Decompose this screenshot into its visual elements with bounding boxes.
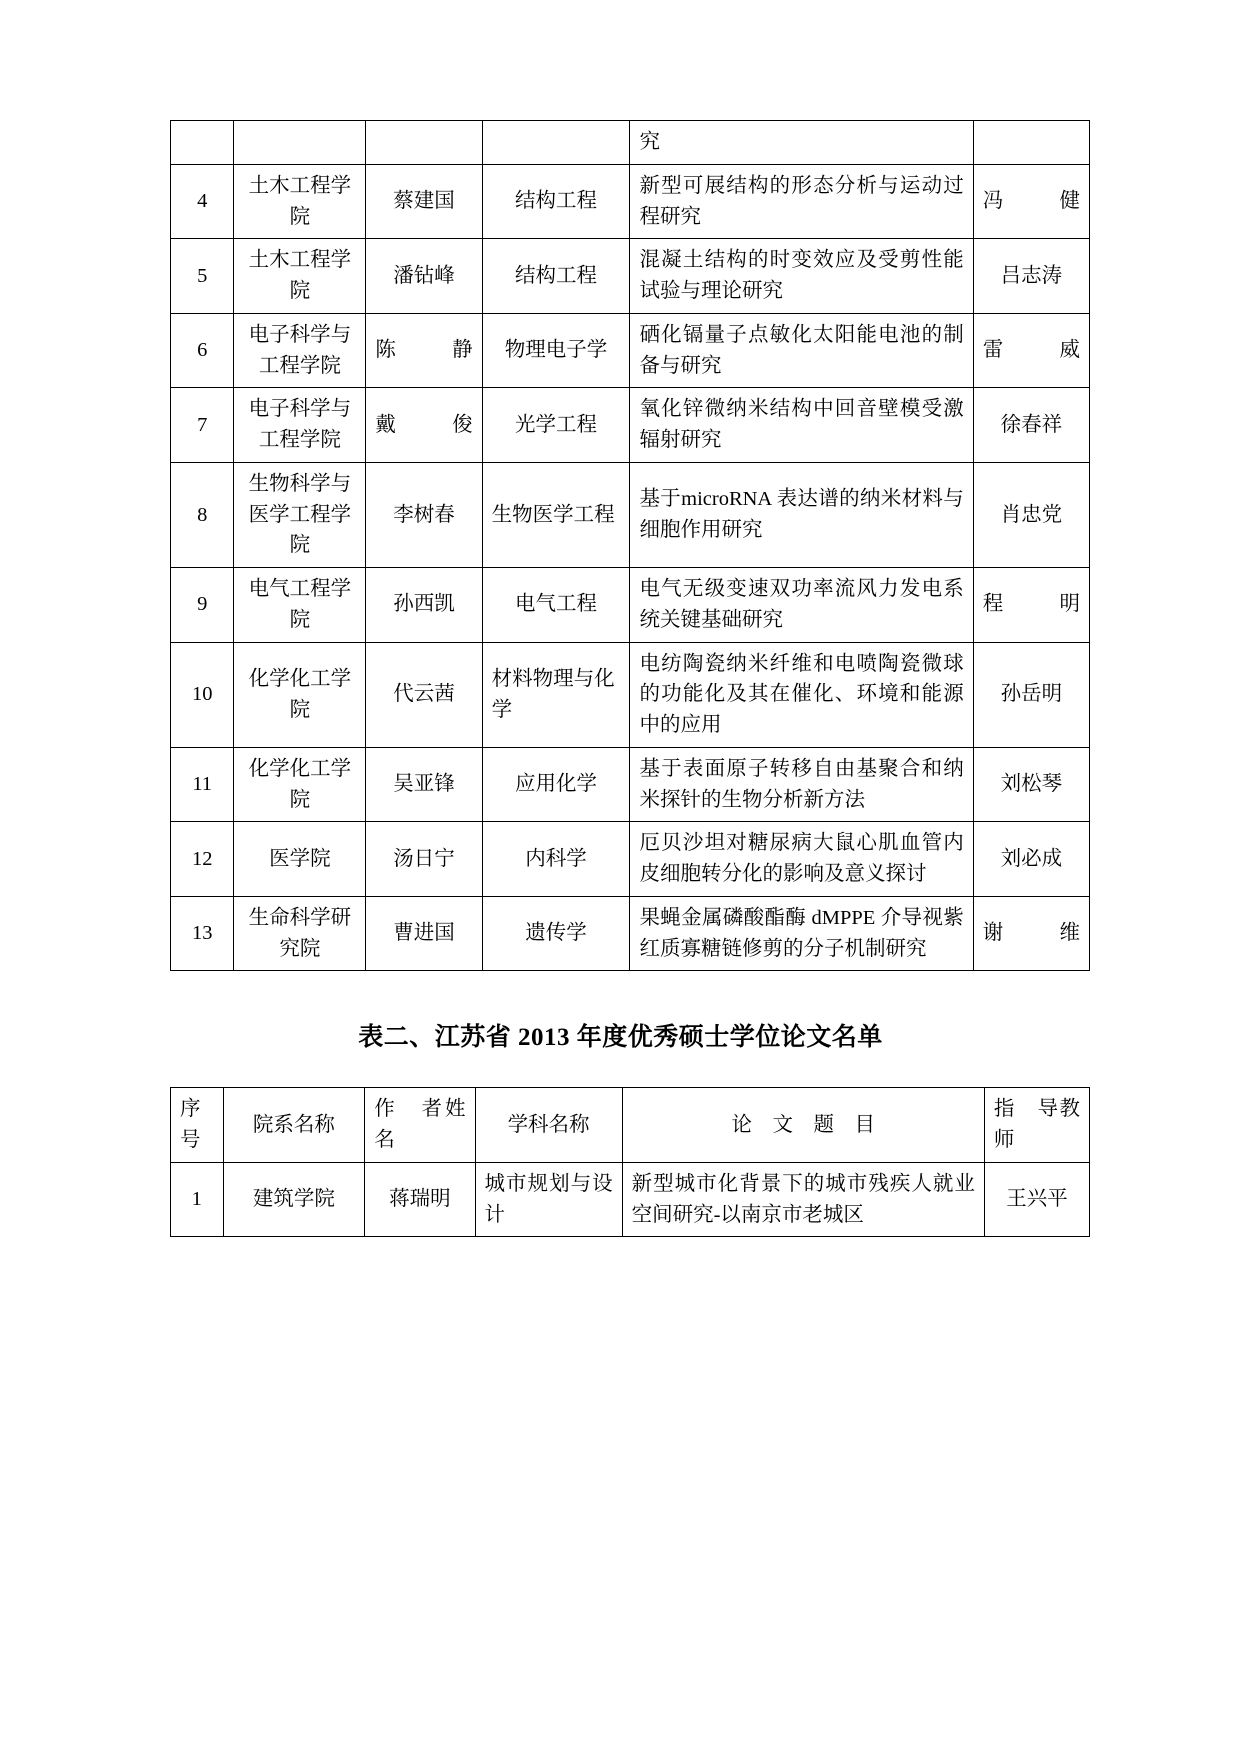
cell-dept: 医学院 [234, 822, 366, 897]
cell-major: 生物医学工程 [482, 462, 630, 567]
cell-author: 汤日宁 [366, 822, 482, 897]
cell-advisor: 吕志涛 [973, 239, 1089, 314]
table-row [171, 164, 1090, 239]
cell-dept: 土木工程学院 [234, 164, 366, 239]
cell-title: 氧化锌微纳米结构中回音壁模受激辐射研究 [630, 388, 973, 463]
cell-author: 蒋瑞明 [365, 1162, 475, 1237]
cell-no: 7 [171, 388, 234, 463]
table-row [171, 313, 1090, 388]
cell-title: 电纺陶瓷纳米纤维和电喷陶瓷微球的功能化及其在催化、环境和能源中的应用 [630, 642, 973, 747]
cell-advisor: 孙岳明 [973, 642, 1089, 747]
cell-major: 物理电子学 [482, 313, 630, 388]
cell-no: 1 [171, 1162, 224, 1237]
table-row [171, 747, 1090, 822]
cell-author: 曹进国 [366, 896, 482, 971]
cell-author: 吴亚锋 [366, 747, 482, 822]
table-row [171, 642, 1090, 747]
cell-title: 厄贝沙坦对糖尿病大鼠心肌血管内皮细胞转分化的影响及意义探讨 [630, 822, 973, 897]
cell-author: 李树春 [366, 462, 482, 567]
cell-title-continued: 究 [630, 121, 973, 165]
table-one-excellent-doctoral-theses [170, 120, 1090, 971]
section-heading-table-two: 表二、江苏省 2013 年度优秀硕士学位论文名单 [358, 1024, 883, 1052]
cell-no: 13 [171, 896, 234, 971]
cell-author: 蔡建国 [366, 164, 482, 239]
table-row [171, 239, 1090, 314]
cell-title: 硒化镉量子点敏化太阳能电池的制备与研究 [630, 313, 973, 388]
cell-no [171, 121, 234, 165]
cell-no: 6 [171, 313, 234, 388]
header-advisor: 指 导教 师 [984, 1088, 1089, 1163]
table-header-row [171, 1088, 1090, 1163]
header-author: 作 者姓 名 [365, 1088, 475, 1163]
cell-no: 9 [171, 568, 234, 643]
cell-major: 内科学 [482, 822, 630, 897]
cell-advisor: 程 明 [973, 568, 1089, 643]
cell-major: 城市规划与设计 [475, 1162, 622, 1237]
cell-advisor: 谢 维 [973, 896, 1089, 971]
cell-dept: 电气工程学院 [234, 568, 366, 643]
cell-advisor: 肖忠党 [973, 462, 1089, 567]
header-title: 论 文 题 目 [622, 1088, 984, 1163]
cell-no: 5 [171, 239, 234, 314]
cell-title: 果蝇金属磷酸酯酶 dMPPE 介导视紫红质寡糖链修剪的分子机制研究 [630, 896, 973, 971]
cell-title: 新型城市化背景下的城市残疾人就业空间研究-以南京市老城区 [622, 1162, 984, 1237]
cell-major: 材料物理与化学 [482, 642, 630, 747]
table-two-excellent-master-theses [170, 1087, 1101, 1237]
cell-dept: 化学化工学院 [234, 642, 366, 747]
cell-author: 孙西凯 [366, 568, 482, 643]
cell-dept: 建筑学院 [223, 1162, 365, 1237]
cell-no: 4 [171, 164, 234, 239]
cell-advisor [973, 121, 1089, 165]
cell-advisor: 雷 威 [973, 313, 1089, 388]
cell-major: 电气工程 [482, 568, 630, 643]
table-row [171, 1162, 1090, 1237]
cell-major: 应用化学 [482, 747, 630, 822]
cell-author [366, 121, 482, 165]
cell-advisor: 刘必成 [973, 822, 1089, 897]
table-row [171, 388, 1090, 463]
cell-title: 基于表面原子转移自由基聚合和纳米探针的生物分析新方法 [630, 747, 973, 822]
header-major: 学科名称 [475, 1088, 622, 1163]
cell-major: 光学工程 [482, 388, 630, 463]
cell-author: 潘钻峰 [366, 239, 482, 314]
cell-advisor: 冯 健 [973, 164, 1089, 239]
header-dept: 院系名称 [223, 1088, 365, 1163]
cell-dept: 土木工程学院 [234, 239, 366, 314]
cell-advisor: 王兴平 [984, 1162, 1089, 1237]
cell-no: 11 [171, 747, 234, 822]
table-row [171, 568, 1090, 643]
cell-author: 代云茜 [366, 642, 482, 747]
cell-dept [234, 121, 366, 165]
cell-dept: 生物科学与医学工程学院 [234, 462, 366, 567]
cell-no: 12 [171, 822, 234, 897]
table-row [171, 822, 1090, 897]
cell-advisor: 刘松琴 [973, 747, 1089, 822]
cell-title: 基于microRNA 表达谱的纳米材料与细胞作用研究 [630, 462, 973, 567]
table-row [171, 462, 1090, 567]
cell-title: 电气无级变速双功率流风力发电系统关键基础研究 [630, 568, 973, 643]
header-no: 序 号 [171, 1088, 224, 1163]
cell-author: 戴 俊 [366, 388, 482, 463]
cell-author: 陈 静 [366, 313, 482, 388]
cell-major [482, 121, 630, 165]
cell-title: 新型可展结构的形态分析与运动过程研究 [630, 164, 973, 239]
cell-no: 8 [171, 462, 234, 567]
cell-title: 混凝土结构的时变效应及受剪性能试验与理论研究 [630, 239, 973, 314]
cell-dept: 电子科学与工程学院 [234, 388, 366, 463]
cell-no: 10 [171, 642, 234, 747]
cell-dept: 电子科学与工程学院 [234, 313, 366, 388]
cell-major: 遗传学 [482, 896, 630, 971]
cell-major: 结构工程 [482, 239, 630, 314]
table-row-continued [171, 121, 1090, 165]
cell-dept: 生命科学研究院 [234, 896, 366, 971]
cell-major: 结构工程 [482, 164, 630, 239]
cell-advisor: 徐春祥 [973, 388, 1089, 463]
table-row [171, 896, 1090, 971]
cell-dept: 化学化工学院 [234, 747, 366, 822]
